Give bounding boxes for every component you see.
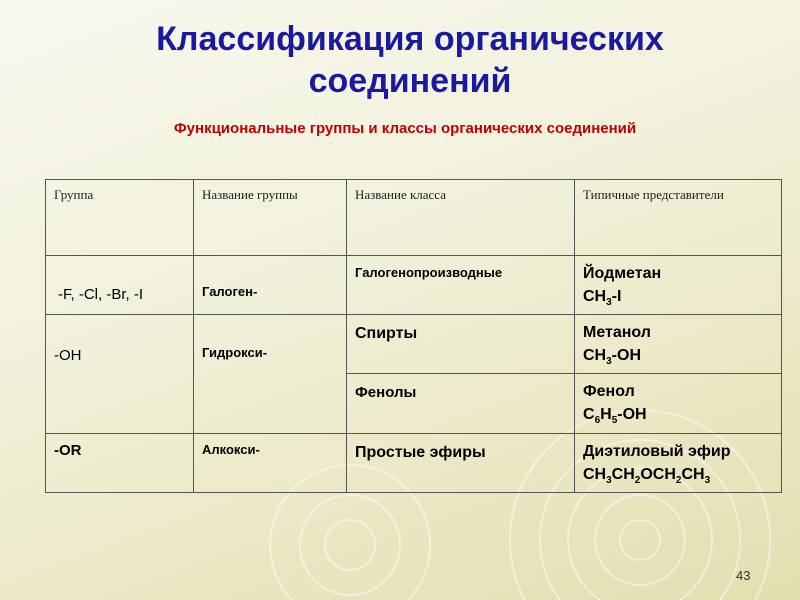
representative-cell [575,374,782,433]
title-line-1: Классификация органических [156,20,664,58]
rep-formula: $CH_3-OH$ [583,347,641,368]
group-cell: -OR [46,433,194,492]
group-cell: -F, -Cl, -Br, -I [46,256,194,315]
representative-cell [575,315,782,374]
rep-name: Метанол [583,324,651,342]
group-cell: -OH [46,315,194,433]
class-cell: Спирты [347,315,575,374]
group-name-cell: Алкокси- [194,433,347,492]
rep-name: Йодметан [583,265,662,282]
rep-formula: $C_6H_5-OH$ [583,406,647,427]
class-cell: Фенолы [347,374,575,433]
header-class-name: Название класса [347,180,575,256]
representative-cell [575,433,782,492]
title-line-2: соединений [308,62,512,100]
slide-subtitle: Функциональные группы и классы органических соединений [173,120,637,137]
header-representatives: Типичные представители [575,180,782,256]
rep-formula: $CH_3-I$ [583,288,622,309]
slide-title [0,18,800,102]
rep-name: Диэтиловый эфир [583,442,731,460]
table-header-row [46,180,782,256]
class-cell: Простые эфиры [347,433,575,492]
representative-cell [575,256,782,315]
rep-formula: $CH_3CH_2OCH_2CH_3$ [583,465,711,486]
table-row [46,315,782,374]
classification-table [45,179,782,493]
page-number: 43 [736,568,751,583]
table-row [46,256,782,315]
group-name-cell: Гидрокси- [194,315,347,433]
header-group-name: Название группы [194,180,347,256]
header-group: Группа [46,180,194,256]
table-row [46,433,782,492]
group-name-cell: Галоген- [194,256,347,315]
class-cell: Галогенопроизводные [347,256,575,315]
rep-name: Фенол [583,383,635,401]
